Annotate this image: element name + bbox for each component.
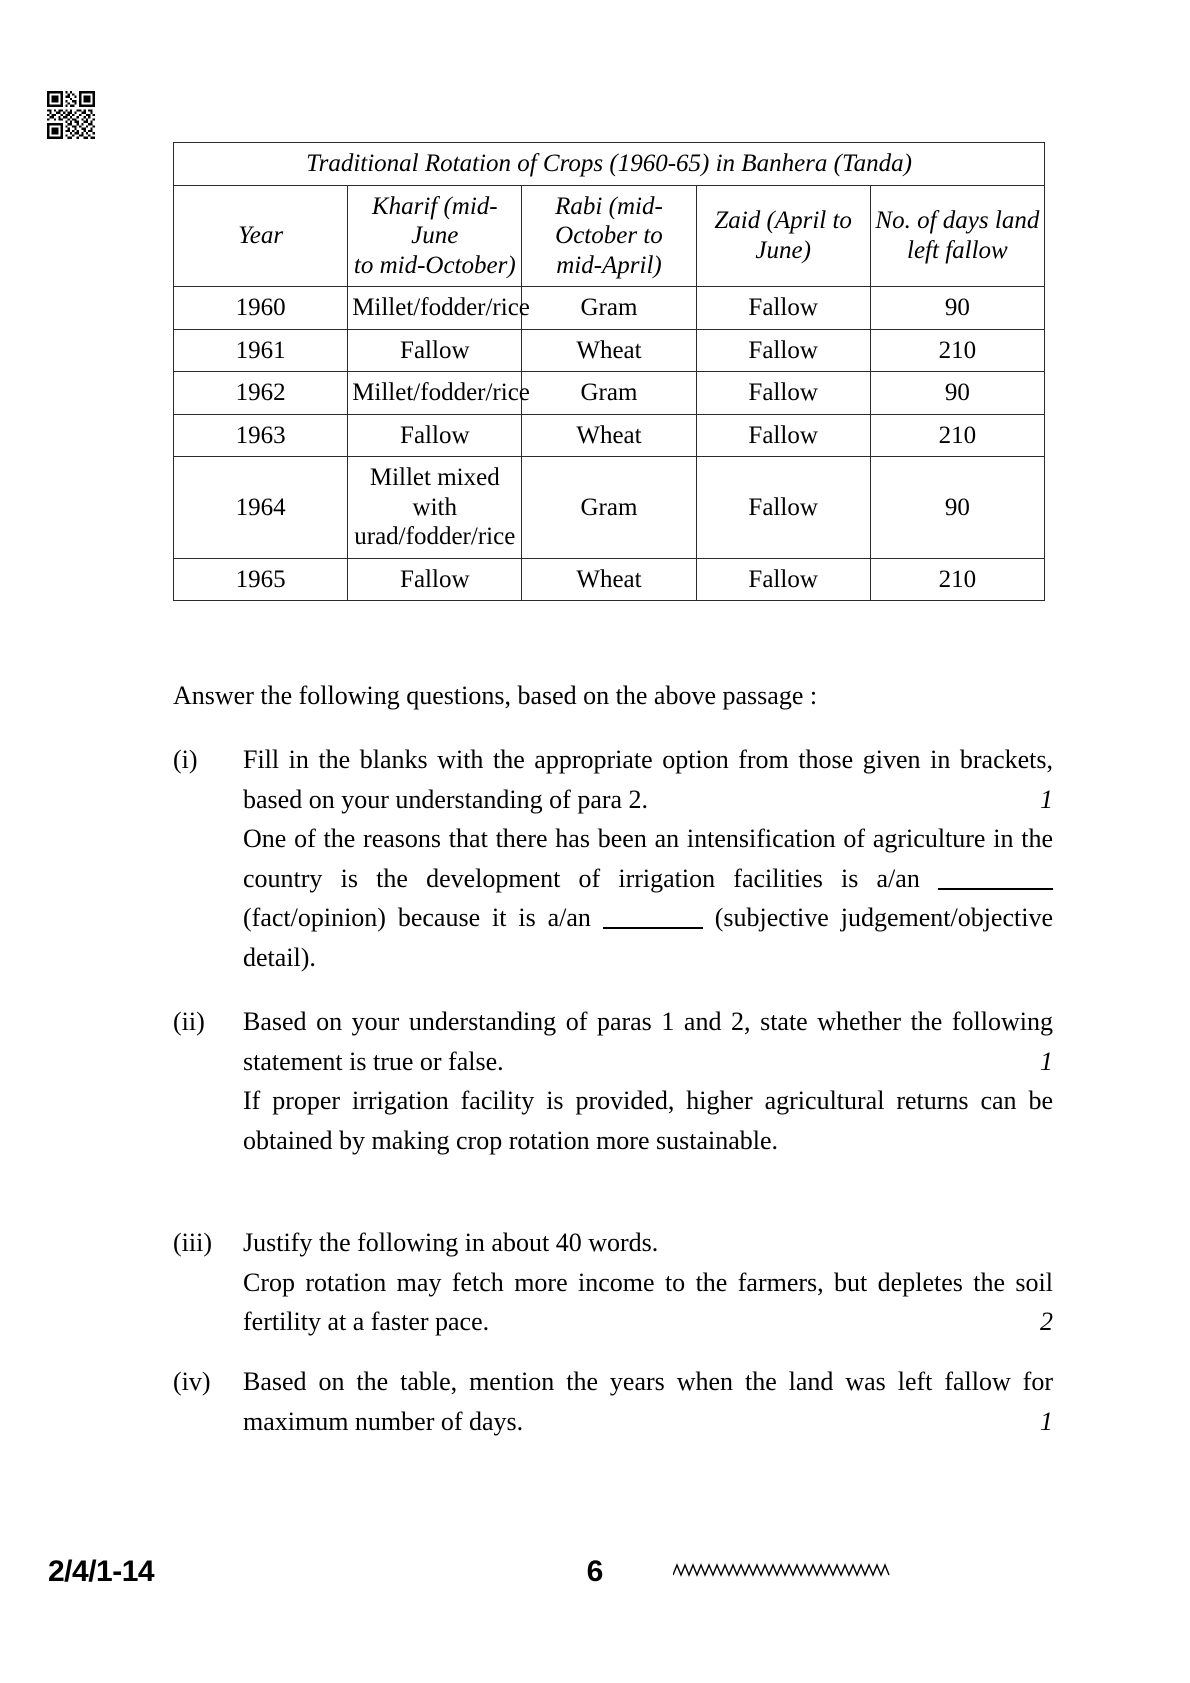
cell-rabi: Gram <box>522 372 696 415</box>
question-i-prompt: Fill in the blanks with the appropriate option from those given in brackets, based on your understanding of para 2. <box>243 745 1053 814</box>
table-row <box>174 558 1045 601</box>
question-i-body-part-3: (subjective judgement/objective detail). <box>243 903 1053 972</box>
rabi-header-line2: October to <box>555 222 663 249</box>
cell-rabi: Wheat <box>522 414 696 457</box>
question-iii-statement: Crop rotation may fetch more income to the farmers, but depletes the soil fertility at a faster pace. <box>243 1267 1053 1337</box>
question-ii-statement: If proper irrigation facility is provided, higher agricultural returns can be obtained by making crop rotation more sustainable. <box>243 1086 1053 1155</box>
rabi-header-line3: mid-April) <box>556 251 662 279</box>
cell-kharif: Millet/fodder/rice <box>348 287 522 330</box>
cell-rabi: Wheat <box>522 558 696 601</box>
cell-days-fallow: 90 <box>870 287 1044 330</box>
question-iii-label: (iii) <box>173 1228 212 1257</box>
column-header-rabi <box>522 185 696 287</box>
days-header-line1: No. of days land <box>875 207 1040 235</box>
question-i-fill-in-passage <box>243 819 1053 977</box>
zaid-header-line1: Zaid (April to <box>714 207 852 235</box>
cell-kharif: Fallow <box>348 329 522 372</box>
cell-days-fallow: 210 <box>870 558 1044 601</box>
cell-year: 1961 <box>174 329 348 372</box>
table-row <box>174 414 1045 457</box>
cell-kharif: Millet/fodder/rice <box>348 372 522 415</box>
zaid-header-line2: June) <box>755 236 811 264</box>
question-ii-prompt: Based on your understanding of paras 1 and 2, state whether the following statement is true or false. <box>243 1007 1053 1076</box>
zigzag-divider-icon <box>673 1561 891 1581</box>
cell-days-fallow: 210 <box>870 414 1044 457</box>
question-iv-marks: 1 <box>1040 1407 1053 1436</box>
question-ii-marks: 1 <box>1040 1047 1053 1076</box>
cell-zaid: Fallow <box>696 414 870 457</box>
cell-kharif-line1: Millet mixed with <box>369 464 500 521</box>
column-header-year: Year <box>174 185 348 287</box>
column-header-kharif <box>348 185 522 287</box>
paper-code: 2/4/1-14 <box>48 1555 155 1588</box>
question-i-label: (i) <box>173 745 198 774</box>
column-header-zaid <box>696 185 870 287</box>
table-row <box>174 287 1045 330</box>
cell-rabi: Gram <box>522 287 696 330</box>
crop-rotation-table-container <box>173 142 1045 601</box>
cell-kharif: Fallow <box>348 414 522 457</box>
kharif-header-line1: Kharif (mid-June <box>371 192 498 249</box>
question-iii-marks: 2 <box>1040 1307 1053 1336</box>
qr-code <box>47 91 95 139</box>
cell-zaid: Fallow <box>696 372 870 415</box>
cell-rabi: Wheat <box>522 329 696 372</box>
blank-field-1[interactable] <box>938 888 1053 890</box>
column-header-days-fallow <box>870 185 1044 287</box>
page-footer <box>0 1555 1190 1605</box>
question-ii <box>173 1002 1053 1160</box>
table-title: Traditional Rotation of Crops (1960-65) in Banhera (Tanda) <box>174 143 1045 186</box>
rabi-header-line1: Rabi (mid- <box>555 192 663 220</box>
question-i-body-part-1: One of the reasons that there has been an intensification of agriculture in the country is the development of irrigation facilities is a/an <box>243 824 1053 893</box>
cell-kharif: Fallow <box>348 558 522 601</box>
table-row <box>174 329 1045 372</box>
cell-days-fallow: 210 <box>870 329 1044 372</box>
question-iv-label: (iv) <box>173 1367 211 1396</box>
cell-zaid: Fallow <box>696 287 870 330</box>
cell-rabi: Gram <box>522 457 696 559</box>
cell-days-fallow: 90 <box>870 457 1044 559</box>
cell-days-fallow: 90 <box>870 372 1044 415</box>
question-iii-prompt: Justify the following in about 40 words. <box>243 1228 659 1257</box>
table-title-row <box>174 143 1045 186</box>
kharif-header-line2: to mid-October) <box>353 251 516 279</box>
table-row <box>174 372 1045 415</box>
cell-zaid: Fallow <box>696 329 870 372</box>
cell-kharif-line2: urad/fodder/rice <box>354 523 516 550</box>
question-ii-label: (ii) <box>173 1007 205 1036</box>
question-iii <box>173 1223 1053 1342</box>
question-iv-prompt: Based on the table, mention the years when the land was left fallow for maximum number of days. <box>243 1367 1053 1436</box>
cell-year: 1963 <box>174 414 348 457</box>
cell-zaid: Fallow <box>696 558 870 601</box>
crop-rotation-table <box>173 142 1045 601</box>
cell-year: 1960 <box>174 287 348 330</box>
question-iv <box>173 1362 1053 1441</box>
page-number: 6 <box>586 1555 604 1588</box>
table-header-row <box>174 185 1045 287</box>
cell-year: 1965 <box>174 558 348 601</box>
table-row <box>174 457 1045 559</box>
cell-kharif <box>348 457 522 559</box>
cell-zaid: Fallow <box>696 457 870 559</box>
question-i <box>173 740 1053 977</box>
days-header-line2: left fallow <box>907 236 1008 264</box>
cell-year: 1964 <box>174 457 348 559</box>
question-i-body-part-2: (fact/opinion) because it is a/an <box>243 903 591 933</box>
question-i-marks: 1 <box>1040 785 1053 814</box>
instruction-text: Answer the following questions, based on the above passage : <box>173 681 818 710</box>
blank-field-2[interactable] <box>603 927 703 929</box>
cell-year: 1962 <box>174 372 348 415</box>
